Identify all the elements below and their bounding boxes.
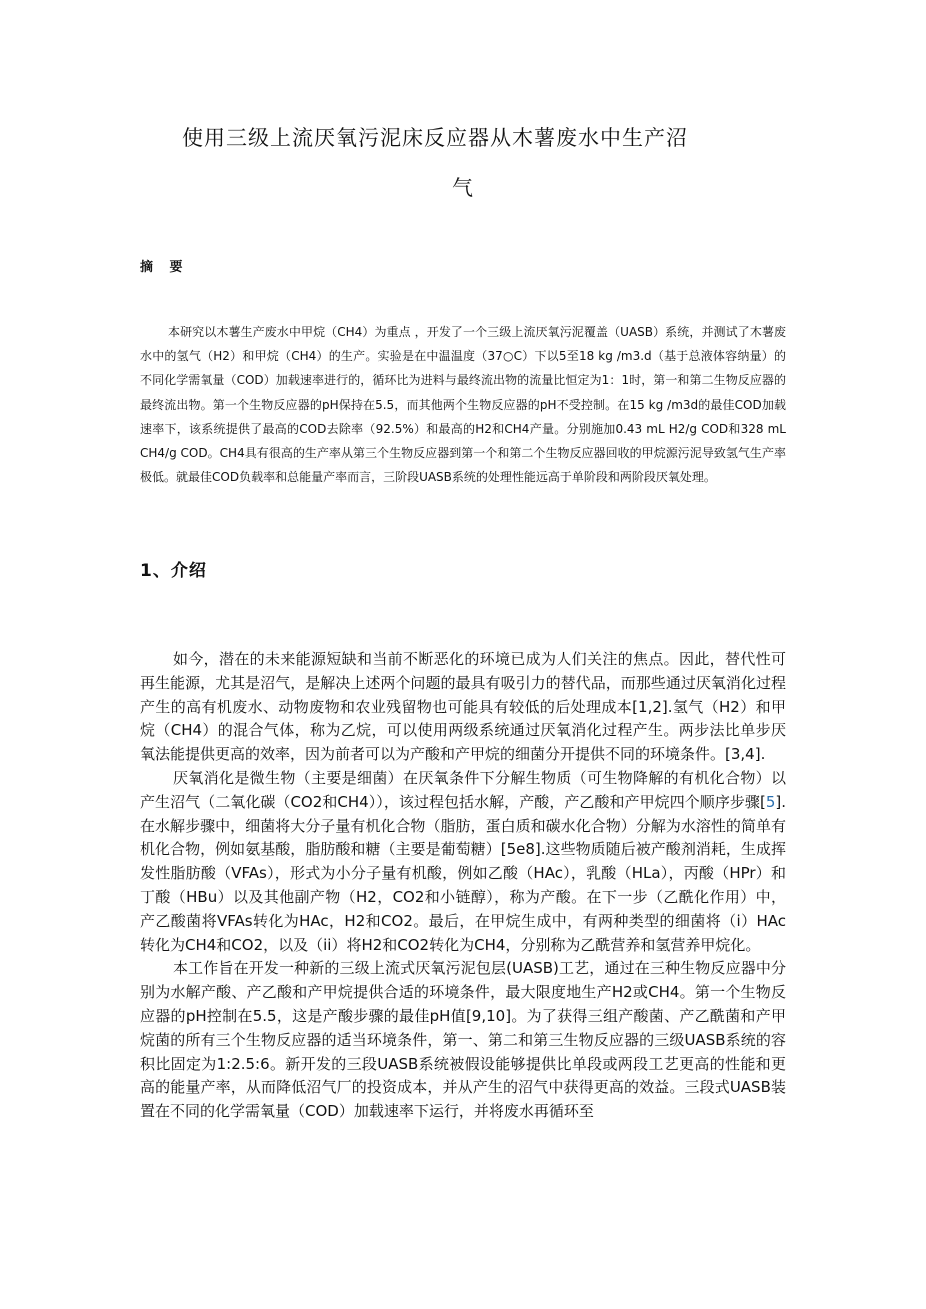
paper-title-line-2: 气 bbox=[452, 176, 474, 200]
body-paragraph-1: 如今，潜在的未来能源短缺和当前不断恶化的环境已成为人们关注的焦点。因此，替代性可再生能源，尤其是沼气，是解决上述两个问题的最具有吸引力的替代品，而那些通过厌氧消化过程产生的高有机废水、动物废物和农业残留物也可能具有较低的后处理成本[1,2].氢气（H2）和甲烷（CH4）的混合气体，称为乙烷，可以使用两级系统通过厌氧消化过程产生。两步法比单步厌氧法能提供更高的效率，因为前者可以为产酸和产甲烷的细菌分开提供不同的环境条件。[3,4]. bbox=[140, 650, 786, 764]
body-paragraph-3: 本工作旨在开发一种新的三级上流式厌氧污泥包层(UASB)工艺，通过在三种生物反应器中分别为水解产酸、产乙酸和产甲烷提供合适的环境条件，最大限度地生产H2或CH4。第一个生物反应器的pH控制在5.5，这是产酸步骤的最佳pH值[9,10]。为了获得三组产酸菌、产乙酰菌和产甲烷菌的所有三个生物反应器的适当环境条件，第一、第二和第三生物反应器的三级UASB系统的容积比固定为1:2.5:6。新开发的三段UASB系统被假设能够提供比单段或两段工艺更高的性能和更高的能量产率，从而降低沼气厂的投资成本，并从产生的沼气中获得更高的效益。三段式UASB装置在不同的化学需氧量（COD）加载速率下运行，并将废水再循环至 bbox=[140, 959, 786, 1121]
abstract-heading: 摘 要 bbox=[140, 260, 189, 275]
paragraph-2-text-a: 厌氧消化是微生物（主要是细菌）在厌氧条件下分解生物质（可生物降解的有机化合物）以产生沼气（二氧化碳（CO2和CH4）），该过程包括水解，产酸，产乙酸和产甲烷四个顺序步骤[ bbox=[140, 768, 786, 811]
section-1-body bbox=[140, 648, 786, 1124]
reference-link-5[interactable]: 5 bbox=[765, 792, 776, 811]
abstract-paragraph: 本研究以木薯生产废水中甲烷（CH4）为重点 ，开发了一个三级上流厌氧污泥覆盖（UASB）系统，并测试了木薯废水中的氢气（H2）和甲烷（CH4）的生产。实验是在中温温度（37○C）下以5至18 kg /m3.d（基于总液体容纳量）的不同化学需氧量（COD）加载速率进行的，循环比为进料与最终流出物的流量比恒定为1：1时，第一和第二生物反应器的最终流出物。第一个生物反应器的pH保持在5.5，而其他两个生物反应器的pH不受控制。在15 kg /m3d的最佳COD加载速率下，该系统提供了最高的COD去除率（92.5%）和最高的H2和CH4产量。分别施加0.43 mL H2/g COD和328 mL CH4/g COD。CH4具有很高的生产率从第三个生物反应器到第一个和第二个生物反应器回收的甲烷源污泥导致氢气生产率极低。就最佳COD负载率和总能量产率而言，三阶段UASB系统的处理性能远高于单阶段和两阶段厌氧处理。 bbox=[140, 325, 786, 485]
body-paragraph-2 bbox=[140, 767, 786, 957]
paragraph-2-text-b: ].在水解步骤中，细菌将大分子量有机化合物（脂肪，蛋白质和碳水化合物）分解为水溶性的简单有机化合物，例如氨基酸，脂肪酸和糖（主要是葡萄糖）[5e8].这些物质随后被产酸剂消耗，生成挥发性脂肪酸（VFAs），形式为小分子量有机酸，例如乙酸（HAc），乳酸（HLa），丙酸（HPr）和丁酸（HBu）以及其他副产物（H2，CO2和小链醇），称为产酸。在下一步（乙酰化作用）中，产乙酸菌将VFAs转化为HAc，H2和CO2。最后，在甲烷生成中，有两种类型的细菌将（i）HAc转化为CH4和CO2，以及（ii）将H2和CO2转化为CH4，分别称为乙酰营养和氢营养甲烷化。 bbox=[140, 792, 786, 954]
paper-title-line-1: 使用三级上流厌氧污泥床反应器从木薯废水中生产沼 bbox=[182, 126, 688, 150]
section-1-heading: 1、介绍 bbox=[140, 561, 207, 581]
